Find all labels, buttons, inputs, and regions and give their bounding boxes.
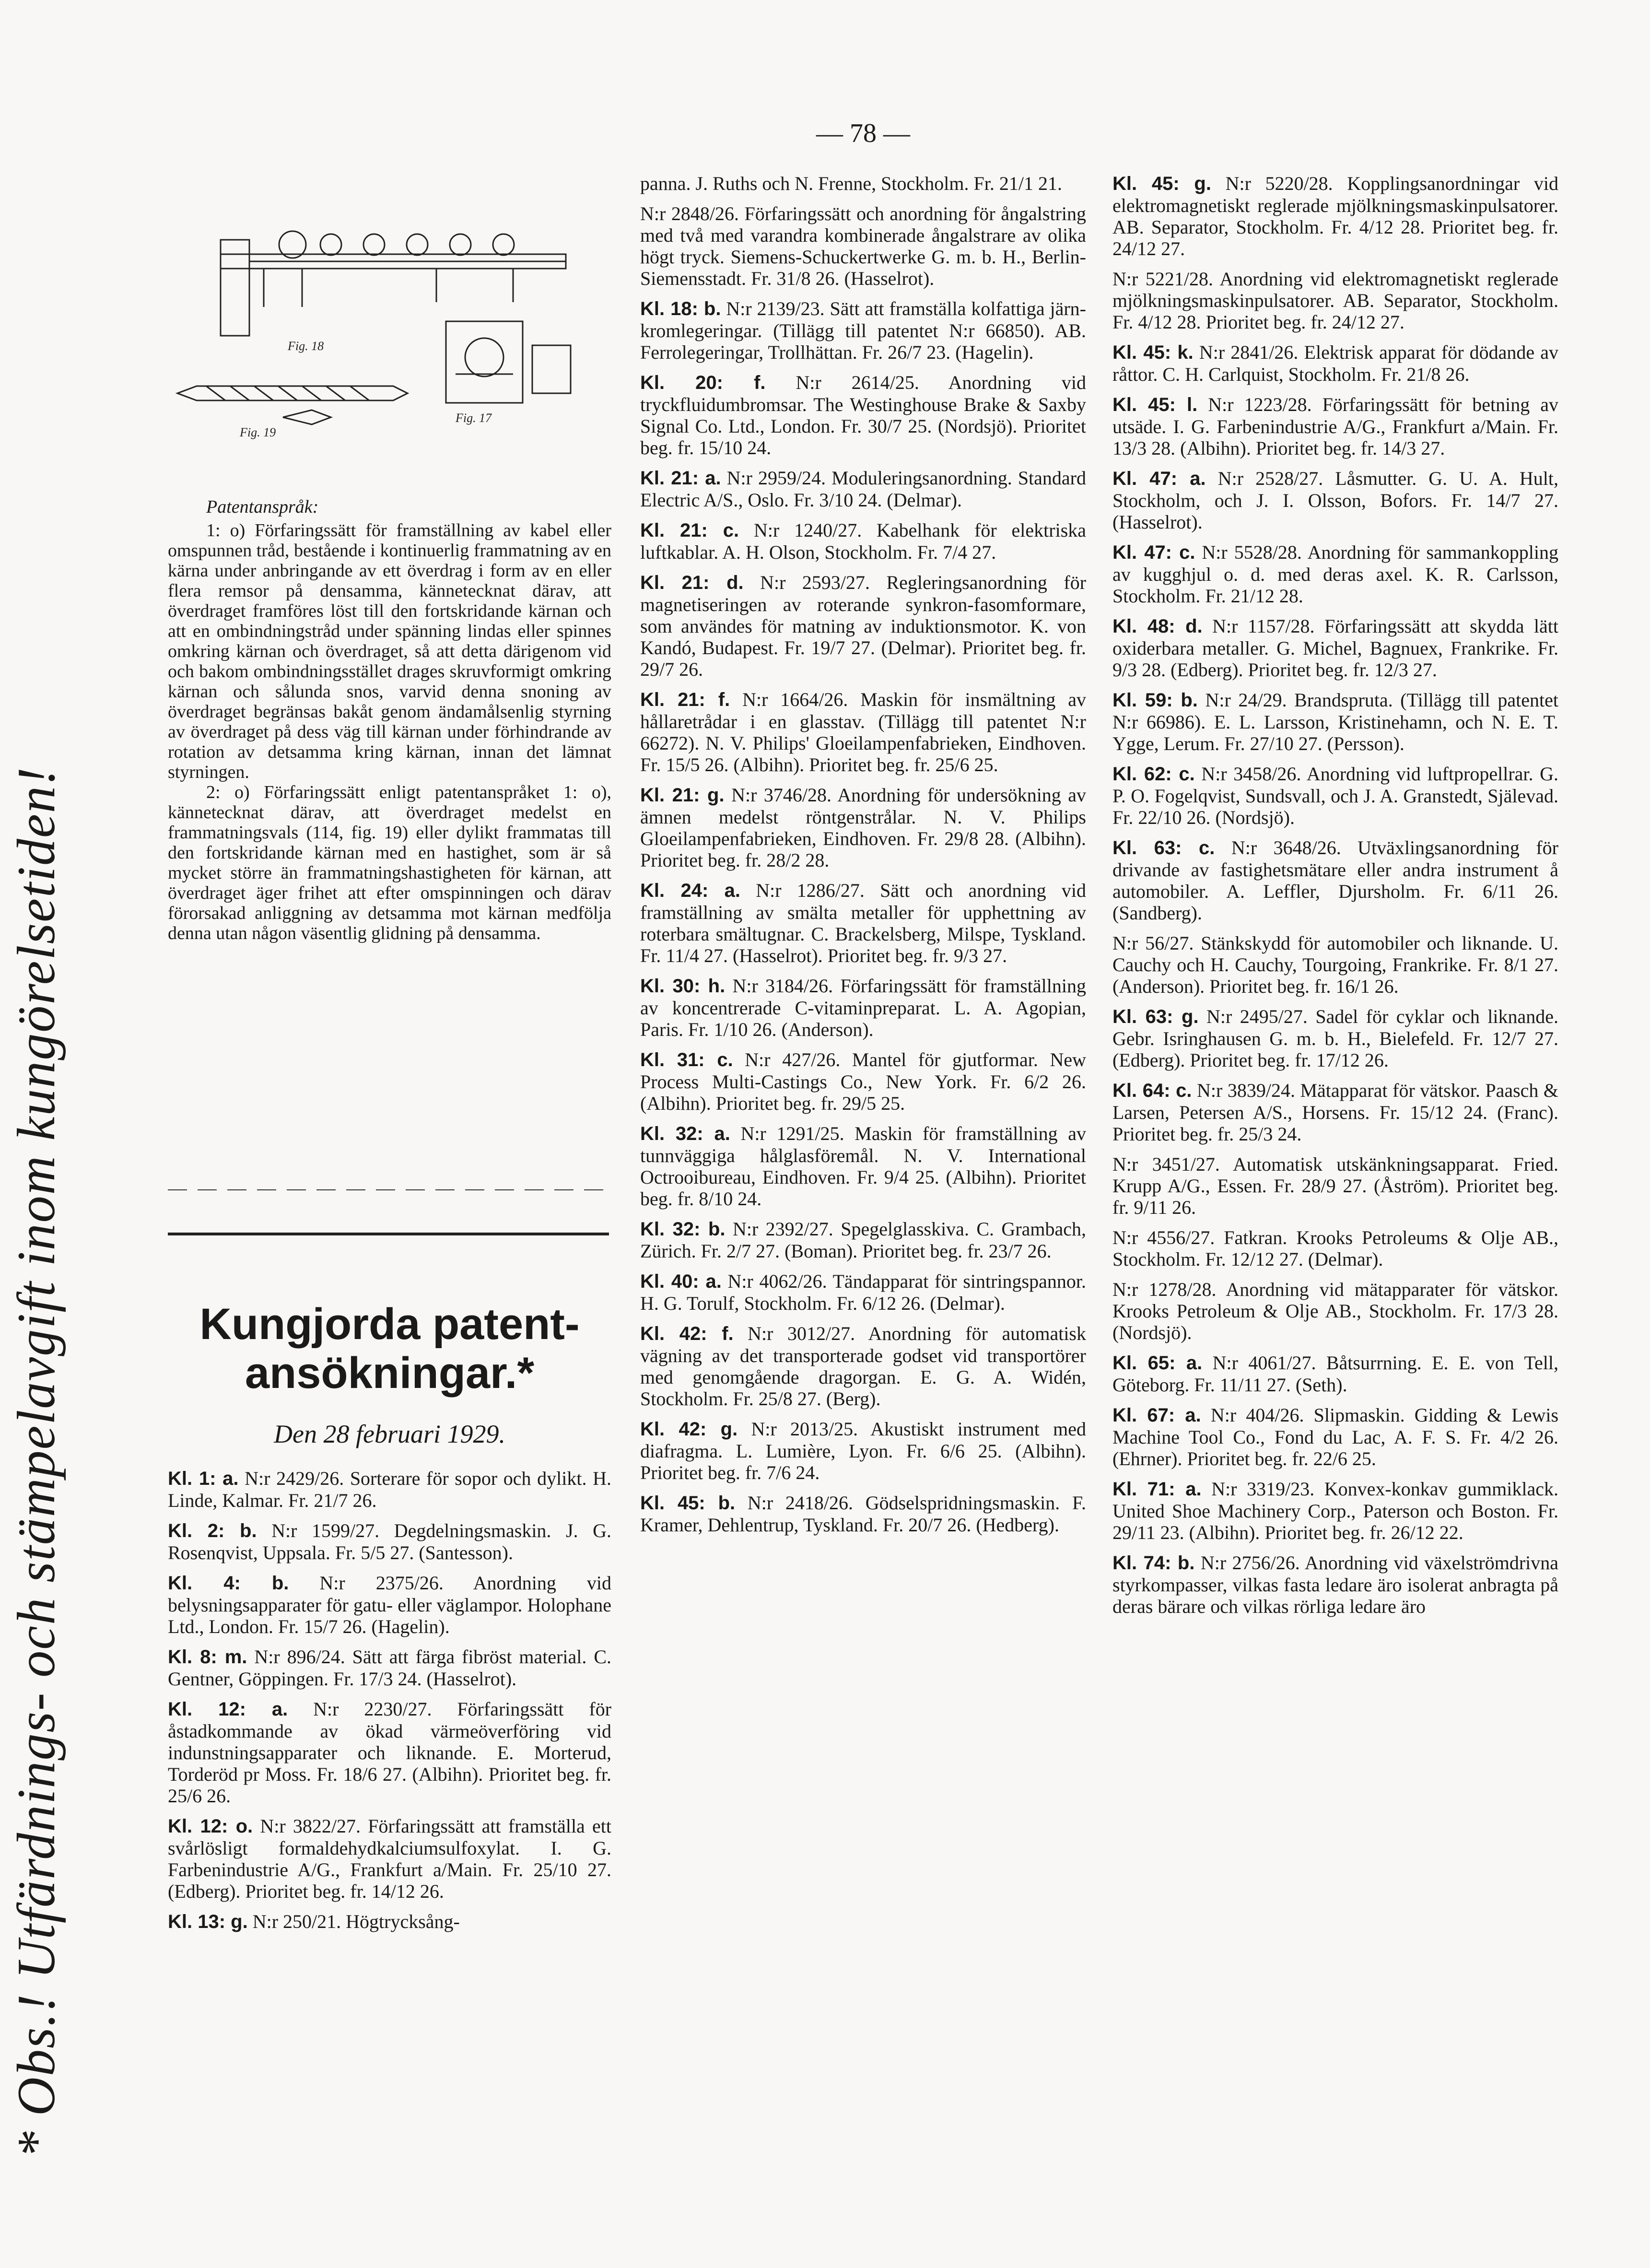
entry-text: N:r 2392/27. Spegelglasskiva. C. Grambach, Zürich. Fr. 2/7 27. (Boman). Prioritet beg. fr. 23/7 26. (640, 1218, 1087, 1262)
patent-entry (640, 1270, 1086, 1314)
entry-text: N:r 1223/28. Förfaringssätt för betning av utsäde. I. G. Farbenindustrie A/G., Frankfurt a/Main. Fr. 13/3 28. (Albihn). Prioritet beg. fr. 14/3 27. (1112, 394, 1558, 459)
patent-entry (640, 880, 1086, 966)
entry-class: Kl. 45: b. (640, 1492, 736, 1514)
entry-text: N:r 3012/27. Anordning för automatisk vägning av det transporterade godset vid transportörer med genomgående dragorgan. E. G. A. Widén, Stockholm. Fr. 25/8 27. (Berg). (640, 1323, 1086, 1410)
patent-entry (1112, 1227, 1558, 1270)
patent-entry (640, 1123, 1086, 1210)
entry-class: Kl. 67: a. (1112, 1405, 1201, 1426)
entry-class: Kl. 32: a. (640, 1123, 730, 1144)
patent-entry (1112, 1478, 1558, 1543)
entry-text: N:r 2139/23. Sätt att framställa kolfattiga järn-kromlegeringar. (Tillägg till patentet N:r 66850). AB. Ferrolegeringar, Trollhättan. Fr. 26/7 23. (Hagelin). (640, 298, 1087, 363)
entry-class: Kl. 62: c. (1112, 764, 1195, 785)
entry-text: N:r 2013/25. Akustiskt instrument med diafragma. L. Lumière, Lyon. Fr. 6/6 25. (Albihn). Prioritet beg. fr. 7/6 24. (640, 1418, 1086, 1483)
patent-entry (168, 1911, 611, 1933)
entry-text: N:r 427/26. Mantel för gjutformar. New Process Multi-Castings Co., New York. Fr. 6/2 26. (Albihn). Prioritet beg. fr. 29/5 25. (640, 1049, 1087, 1114)
patent-entry (1112, 268, 1558, 333)
solid-divider (168, 1233, 609, 1235)
entry-text: N:r 56/27. Stänkskydd för automobiler och liknande. U. Cauchy och H. Cauchy, Tourgoing, Frankrike. Fr. 8/1 27. (Anderson). Prioritet beg. fr. 16/1 26. (1112, 932, 1558, 997)
patent-entry (1112, 689, 1558, 754)
entry-class: Kl. 8: m. (168, 1646, 247, 1668)
entry-text: N:r 1157/28. Förfaringssätt att skydda lätt oxiderbara metaller. G. Michel, Bagnuex, Frankrike. Fr. 9/3 28. (Edberg). Prioritet beg. fr. 12/3 27. (1112, 615, 1559, 681)
patent-entry (640, 519, 1086, 563)
entry-text: N:r 5528/28. Anordning för sammankoppling av kugghjul o. d. med deras axel. K. R. Carlsson, Stockholm. Fr. 21/12 28. (1112, 541, 1559, 607)
entry-text: N:r 2418/26. Gödselspridningsmaskin. F. Kramer, Dehlentrup, Tyskland. Fr. 20/7 26. (Hedberg). (640, 1492, 1086, 1536)
entry-class: Kl. 21: f. (640, 689, 730, 710)
entry-class: Kl. 45: g. (1112, 173, 1211, 194)
entry-text: N:r 3839/24. Mätapparat för vätskor. Paasch & Larsen, Petersen A/S., Horsens. Fr. 15/12 24. (Franc). Prioritet beg. fr. 25/3 24. (1112, 1080, 1559, 1145)
patent-entry (1112, 1153, 1558, 1218)
entry-text: N:r 1664/26. Maskin för insmältning av hållaretrådar i en glasstav. (Tillägg till patentet N:r 66272). N. V. Philips' Gloeilampenfabrieken, Eindhoven. Fr. 15/5 26. (Albihn). Prioritet beg. fr. 25/6 25. (640, 689, 1087, 776)
entry-class: Kl. 65: a. (1112, 1352, 1203, 1374)
entry-class: Kl. 13: g. (168, 1911, 248, 1932)
patent-entry (640, 1418, 1086, 1483)
patent-entry (1112, 173, 1558, 259)
patent-entry (640, 203, 1086, 289)
patent-entry (640, 572, 1086, 680)
entry-text: N:r 2848/26. Förfaringssätt och anordning för ångalstring med två med varandra kombinerade ångalstrare av olika högt tryck. Siemens-Schuckertwerke G. m. b. H., Berlin-Siemensstadt. Fr. 31/8 26. (Hasselrot). (640, 203, 1086, 289)
patent-entry (640, 1218, 1086, 1262)
entry-text: N:r 2959/24. Moduleringsanordning. Standard Electric A/S., Oslo. Fr. 3/10 24. (Delmar). (640, 467, 1086, 511)
entry-text: N:r 2756/26. Anordning vid växelströmdrivna styrkompasser, vilkas fasta ledare äro isolerat anbragta på deras bärare och vilkas rörliga ledare äro (1112, 1552, 1559, 1617)
entry-text: N:r 3184/26. Förfaringssätt för framställning av koncentrerade C-vitaminpreparat. L. A. Agopian, Paris. Fr. 1/10 26. (Anderson). (640, 975, 1086, 1040)
patent-entry (640, 1323, 1086, 1410)
patent-entry (1112, 341, 1558, 385)
figure-label-19: Fig. 19 (240, 425, 276, 439)
entry-class: Kl. 21: g. (640, 785, 725, 806)
entry-class: Kl. 30: h. (640, 975, 726, 997)
entry-text: N:r 3458/26. Anordning vid luftpropellrar. G. P. O. Fogelqvist, Sundsvall, och J. A. Granstedt, Själevad. Fr. 22/10 26. (Nordsjö). (1112, 763, 1558, 828)
entry-class: Kl. 2: b. (168, 1520, 257, 1541)
patent-entry (640, 372, 1086, 458)
entry-text: N:r 896/24. Sätt att färga fibröst material. C. Gentner, Göppingen. Fr. 17/3 24. (Hasselrot). (168, 1646, 612, 1690)
entry-class: Kl. 12: a. (168, 1699, 288, 1720)
claim-2: 2: o) Förfaringssätt enligt patentanspråket 1: o), kännetecknat därav, att överdraget medelst en frammatningsvals (114, fig. 19) eller dylikt frammatas till den fortskridande kärnan med en hastighet, som är så mycket större än frammatningshastigheten för kärnan, att överdraget äger frihet att efter omspinningen och därav förorsakad anliggning av detsamma mot kärnan medfölja denna utan någon väsentlig glidning på densamma. (168, 782, 611, 943)
entry-class: Kl. 71: a. (1112, 1479, 1202, 1500)
entry-class: Kl. 4: b. (168, 1573, 289, 1594)
entry-text: N:r 404/26. Slipmaskin. Gidding & Lewis Machine Tool Co., Fond du Lac, A. F. S. Fr. 4/2 26. (Ehrner). Prioritet beg. fr. 22/6 25. (1112, 1404, 1559, 1469)
entry-text: N:r 4061/27. Båtsurrning. E. E. von Tell, Göteborg. Fr. 11/11 27. (Seth). (1112, 1352, 1559, 1396)
entry-class: Kl. 42: g. (640, 1419, 738, 1440)
claims-heading: Patentanspråk: (206, 497, 319, 517)
drawing-cable-fig17 (177, 386, 408, 400)
patent-entry (640, 975, 1086, 1040)
patent-entry (168, 1520, 611, 1563)
patent-entry (1112, 932, 1558, 997)
patent-entry (640, 298, 1086, 363)
entry-text: N:r 2230/27. Förfaringssätt för åstadkommande av ökad värmeöverföring vid indunstningsapparater och liknande. E. Morterud, Torderöd pr Moss. Fr. 18/6 27. (Albihn). Prioritet beg. fr. 25/6 26. (168, 1698, 612, 1807)
patent-entry (1112, 1080, 1558, 1145)
claims-block (168, 520, 611, 943)
entry-text: N:r 2841/26. Elektrisk apparat för dödande av råttor. C. H. Carlquist, Stockholm. Fr. 21/8 26. (1112, 341, 1559, 385)
patent-entry (168, 1468, 611, 1511)
patent-entry (1112, 1006, 1558, 1071)
middle-entries-column (640, 173, 1086, 1544)
page-number: — 78 — (816, 118, 910, 148)
entry-class: Kl. 18: b. (640, 298, 721, 319)
entry-class: Kl. 42: f. (640, 1323, 734, 1344)
section-date: Den 28 februari 1929. (274, 1420, 505, 1448)
entry-class: Kl. 47: a. (1112, 468, 1206, 489)
entry-class: Kl. 45: l. (1112, 394, 1198, 415)
entry-class: Kl. 21: d. (640, 572, 744, 593)
patent-entry (1112, 541, 1558, 607)
entry-class: Kl. 59: b. (1112, 690, 1198, 711)
patent-entry (1112, 1279, 1558, 1343)
entry-text: N:r 4556/27. Fatkran. Krooks Petroleums & Olje AB., Stockholm. Fr. 12/12 27. (Delmar). (1112, 1227, 1558, 1270)
entry-text: N:r 3648/26. Utväxlingsanordning för drivande av fastighetsmätare eller andra instrument å automobiler. A. Leffler, Djursholm. Fr. 6/11 26. (Sandberg). (1112, 837, 1559, 924)
drawing-box-fig19 (446, 321, 523, 403)
figure-label-18: Fig. 18 (288, 339, 324, 353)
patent-entry (168, 1815, 611, 1902)
left-entries-column (168, 1468, 611, 1941)
patent-entry (640, 689, 1086, 776)
entry-text: N:r 1599/27. Degdelningsmaskin. J. G. Rosenqvist, Uppsala. Fr. 5/5 27. (Santesson). (168, 1520, 612, 1563)
entry-text: N:r 1291/25. Maskin för framställning av tunnväggiga hålglasföremål. N. V. International Octrooibureau, Eindhoven. Fr. 9/4 25. (Albihn). Prioritet beg. fr. 8/10 24. (640, 1123, 1086, 1210)
side-note-text: * Obs.! Utfärdnings- och stämpelavgift inom kungörelsetiden! (7, 766, 66, 2158)
section-heading: Kungjorda patent-ansökningar.* (199, 1300, 580, 1398)
entry-text: N:r 2528/27. Låsmutter. G. U. A. Hult, Stockholm, och J. I. Olsson, Bofors. Fr. 14/7 27. (Hasselrot). (1112, 468, 1559, 533)
right-entries-column (1112, 173, 1558, 1626)
entry-text: panna. J. Ruths och N. Frenne, Stockholm. Fr. 21/1 21. (640, 173, 1062, 194)
patent-entry (1112, 763, 1558, 828)
entry-class: Kl. 63: c. (1112, 837, 1215, 858)
entry-class: Kl. 32: b. (640, 1219, 726, 1240)
entry-class: Kl. 12: o. (168, 1816, 253, 1837)
entry-text: N:r 1240/27. Kabelhank för elektriska luftkablar. A. H. Olson, Stockholm. Fr. 7/4 27. (640, 519, 1087, 563)
patent-entry (1112, 468, 1558, 533)
entry-class: Kl. 21: a. (640, 468, 721, 489)
dashed-divider (168, 1189, 609, 1190)
patent-entry (168, 1698, 611, 1807)
entry-class: Kl. 48: d. (1112, 616, 1203, 637)
entry-text: N:r 2429/26. Sorterare för sopor och dylikt. H. Linde, Kalmar. Fr. 21/7 26. (168, 1468, 612, 1511)
entry-class: Kl. 24: a. (640, 880, 740, 901)
entry-class: Kl. 21: c. (640, 520, 739, 541)
entry-class: Kl. 31: c. (640, 1049, 733, 1070)
entry-text: N:r 5221/28. Anordning vid elektromagnetiskt reglerade mjölkningsmaskinpulsatorer. AB. Separator, Stockholm. Fr. 4/12 28. Prioritet beg. fr. 24/12 27. (1112, 268, 1558, 333)
entry-class: Kl. 20: f. (640, 372, 766, 393)
entry-text: N:r 4062/26. Tändapparat för sintringspannor. H. G. Torulf, Stockholm. Fr. 6/12 26. (Delmar). (640, 1270, 1086, 1314)
patent-entry (1112, 615, 1558, 681)
patent-entry (640, 1049, 1086, 1114)
entry-class: Kl. 40: a. (640, 1271, 722, 1292)
patent-entry (1112, 1352, 1558, 1396)
patent-entry (1112, 1404, 1558, 1469)
entry-text: N:r 3319/23. Konvex-konkav gummiklack. United Shoe Machinery Corp., Paterson och Boston. Fr. 29/11 23. (Albihn). Prioritet beg. fr. 26/12 22. (1112, 1478, 1558, 1543)
patent-entry (640, 467, 1086, 511)
entry-text: N:r 24/29. Brandspruta. (Tillägg till patentet N:r 66986). E. L. Larsson, Kristinehamn, och N. E. T. Ygge, Lerum. Fr. 27/10 27. (Persson). (1112, 689, 1559, 754)
patent-entry (168, 1646, 611, 1690)
figure-label-17: Fig. 17 (456, 411, 492, 425)
entry-text: N:r 3822/27. Förfaringssätt att framställa ett svårlösligt formaldehydkalciumsulfoxylat. I. G. Farbenindustrie A/G., Frankfurt a/Main. Fr. 25/10 27. (Edberg). Prioritet beg. fr. 14/12 26. (168, 1815, 612, 1902)
entry-text: N:r 3451/27. Automatisk utskänkningsapparat. Fried. Krupp A/G., Essen. Fr. 28/9 27. (Åström). Prioritet beg. fr. 9/11 26. (1112, 1153, 1558, 1218)
entry-text: N:r 2375/26. Anordning vid belysningsapparater för gatu- eller väglampor. Holophane Ltd., London. Fr. 15/7 26. (Hagelin). (168, 1572, 612, 1637)
patent-entry (1112, 1552, 1558, 1617)
claim-1: 1: o) Förfaringssätt för framställning av kabel eller omspunnen tråd, bestående i kontinuerlig frammatning av en kärna under anbringande av ett överdrag i form av en eller flera remsor på densamma, kännetecknat därav, att överdraget framföres löst till den fortskridande kärnan och att en ombindningstråd under spänning lindas eller spinnes omkring kärnan och överdraget, så att detta därigenom vid och bakom ombindningsstället drages skruvformigt omkring kärnan och sålunda snos, varvid denna snoning av överdraget begränsas bakåt genom ändamålsenlig styrning av överdraget på dess väg till kärnan under förhindrande av rotation av detsamma kring kärnan, innan det lämnat styrningen. (168, 520, 611, 782)
entry-text: N:r 1278/28. Anordning vid mätapparater för vätskor. Krooks Petroleum & Olje AB., Stockholm. Fr. 17/3 28. (Nordsjö). (1112, 1279, 1558, 1343)
patent-entry (640, 784, 1086, 871)
entry-text: N:r 2614/25. Anordning vid tryckfluidumbromsar. The Westinghouse Brake & Saxby Signal Co. Ltd., London. Fr. 30/7 25. (Nordsjö). Prioritet beg. fr. 15/10 24. (640, 372, 1086, 458)
entry-text: N:r 1286/27. Sätt och anordning vid framställning av smälta metaller för upphettning av roterbara smältugnar. C. Brackelsberg, Milspe, Tyskland. Fr. 11/4 27. (Hasselrot). Prioritet beg. fr. 9/3 27. (640, 880, 1087, 966)
patent-entry (168, 1572, 611, 1637)
entry-class: Kl. 63: g. (1112, 1006, 1199, 1027)
entry-text: N:r 3746/28. Anordning för undersökning av ämnen medelst röntgenstrålar. N. V. Philips Gloeilampenfabrieken, Eindhoven. Fr. 29/8 28. (Albihn). Prioritet beg. fr. 28/2 28. (640, 784, 1087, 871)
patent-entry (640, 1492, 1086, 1536)
entry-class: Kl. 64: c. (1112, 1080, 1192, 1101)
entry-class: Kl. 74: b. (1112, 1552, 1195, 1574)
entry-class: Kl. 45: k. (1112, 342, 1194, 363)
entry-text: N:r 2495/27. Sadel för cyklar och liknande. Gebr. Isringhausen G. m. b. H., Bielefeld. Fr. 12/7 27. (Edberg). Prioritet beg. fr. 17/12 26. (1112, 1006, 1559, 1071)
patent-entry (1112, 837, 1558, 924)
entry-text: N:r 2593/27. Regleringsanordning för magnetiseringen av roterande synkron-fasomformare, som användes för matning av induktionsmotor. K. von Kandó, Budapest. Fr. 19/7 27. (Delmar). Prioritet beg. fr. 29/7 26. (640, 572, 1087, 680)
side-note (7, 211, 125, 2158)
patent-entry (640, 173, 1086, 194)
patent-drawing (168, 192, 599, 480)
entry-text: N:r 250/21. Högtrycksång- (252, 1911, 460, 1932)
entry-text: N:r 5220/28. Kopplingsanordningar vid elektromagnetiskt reglerade mjölkningsmaskinpulsatorer. AB. Separator, Stockholm. Fr. 4/12 28. Prioritet beg. fr. 24/12 27. (1112, 173, 1558, 259)
entry-class: Kl. 1: a. (168, 1468, 239, 1489)
patent-entry (1112, 394, 1558, 459)
entry-class: Kl. 47: c. (1112, 542, 1195, 563)
